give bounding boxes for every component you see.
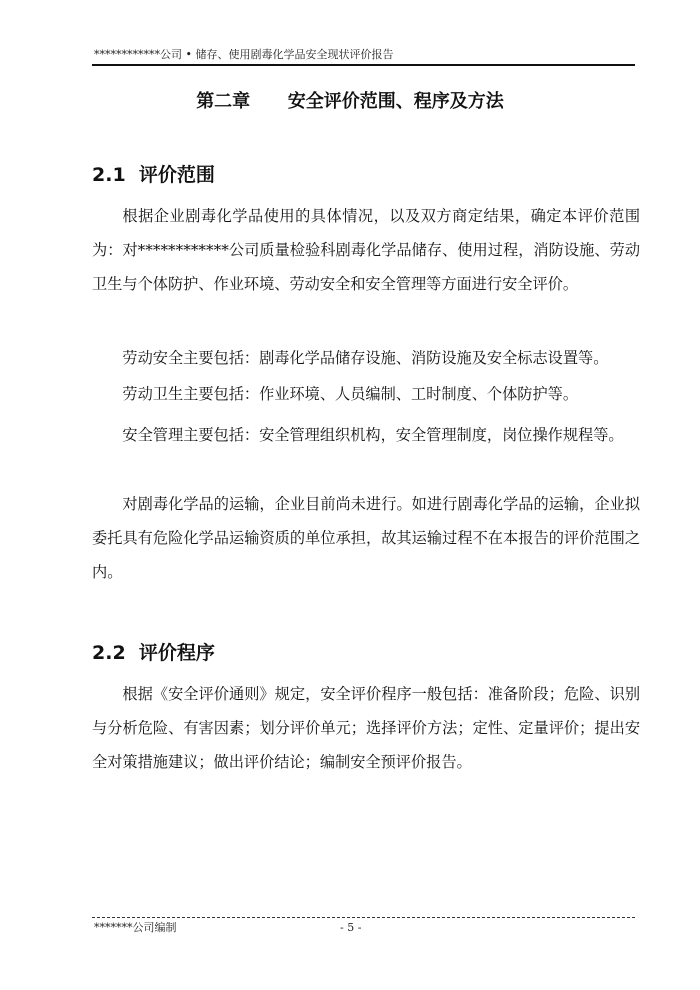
section-heading-2-2: 2.2 评价程序 [92, 642, 215, 664]
header-rule [92, 64, 635, 66]
page-header-text: ************公司 • 储存、使用剧毒化学品安全现状评价报告 [94, 48, 394, 61]
paragraph-labor-health: 劳动卫生主要包括：作业环境、人员编制、工时制度、个体防护等。 [122, 385, 579, 403]
footer-company: *******公司编制 [94, 921, 177, 934]
section-heading-2-1: 2.1 评价范围 [92, 164, 215, 186]
page-number: - 5 - [340, 921, 362, 934]
paragraph-transport: 对剧毒化学品的运输，企业目前尚未进行。如进行剧毒化学品的运输，企业拟委托具有危险化学品运输资质的单位承担，故其运输过程不在本报告的评价范围之内。 [92, 495, 640, 581]
chapter-title: 第二章 安全评价范围、程序及方法 [196, 91, 504, 112]
paragraph-procedure: 根据《安全评价通则》规定，安全评价程序一般包括：准备阶段；危险、识别与分析危险、有害因素；划分评价单元；选择评价方法；定性、定量评价；提出安全对策措施建议；做出评价结论；编制安全预评价报告。 [92, 685, 640, 771]
paragraph-safety-management: 安全管理主要包括：安全管理组织机构，安全管理制度，岗位操作规程等。 [122, 426, 624, 444]
paragraph-labor-safety: 劳动安全主要包括：剧毒化学品储存设施、消防设施及安全标志设置等。 [122, 349, 609, 367]
footer-rule [92, 917, 635, 918]
paragraph-scope: 根据企业剧毒化学品使用的具体情况，以及双方商定结果，确定本评价范围为：对************公司质量检验科剧毒化学品储存、使用过程，消防设施、劳动卫生与个体防护、作业环境、劳动安全和安全管理等方面进行安全评价。 [92, 207, 640, 293]
